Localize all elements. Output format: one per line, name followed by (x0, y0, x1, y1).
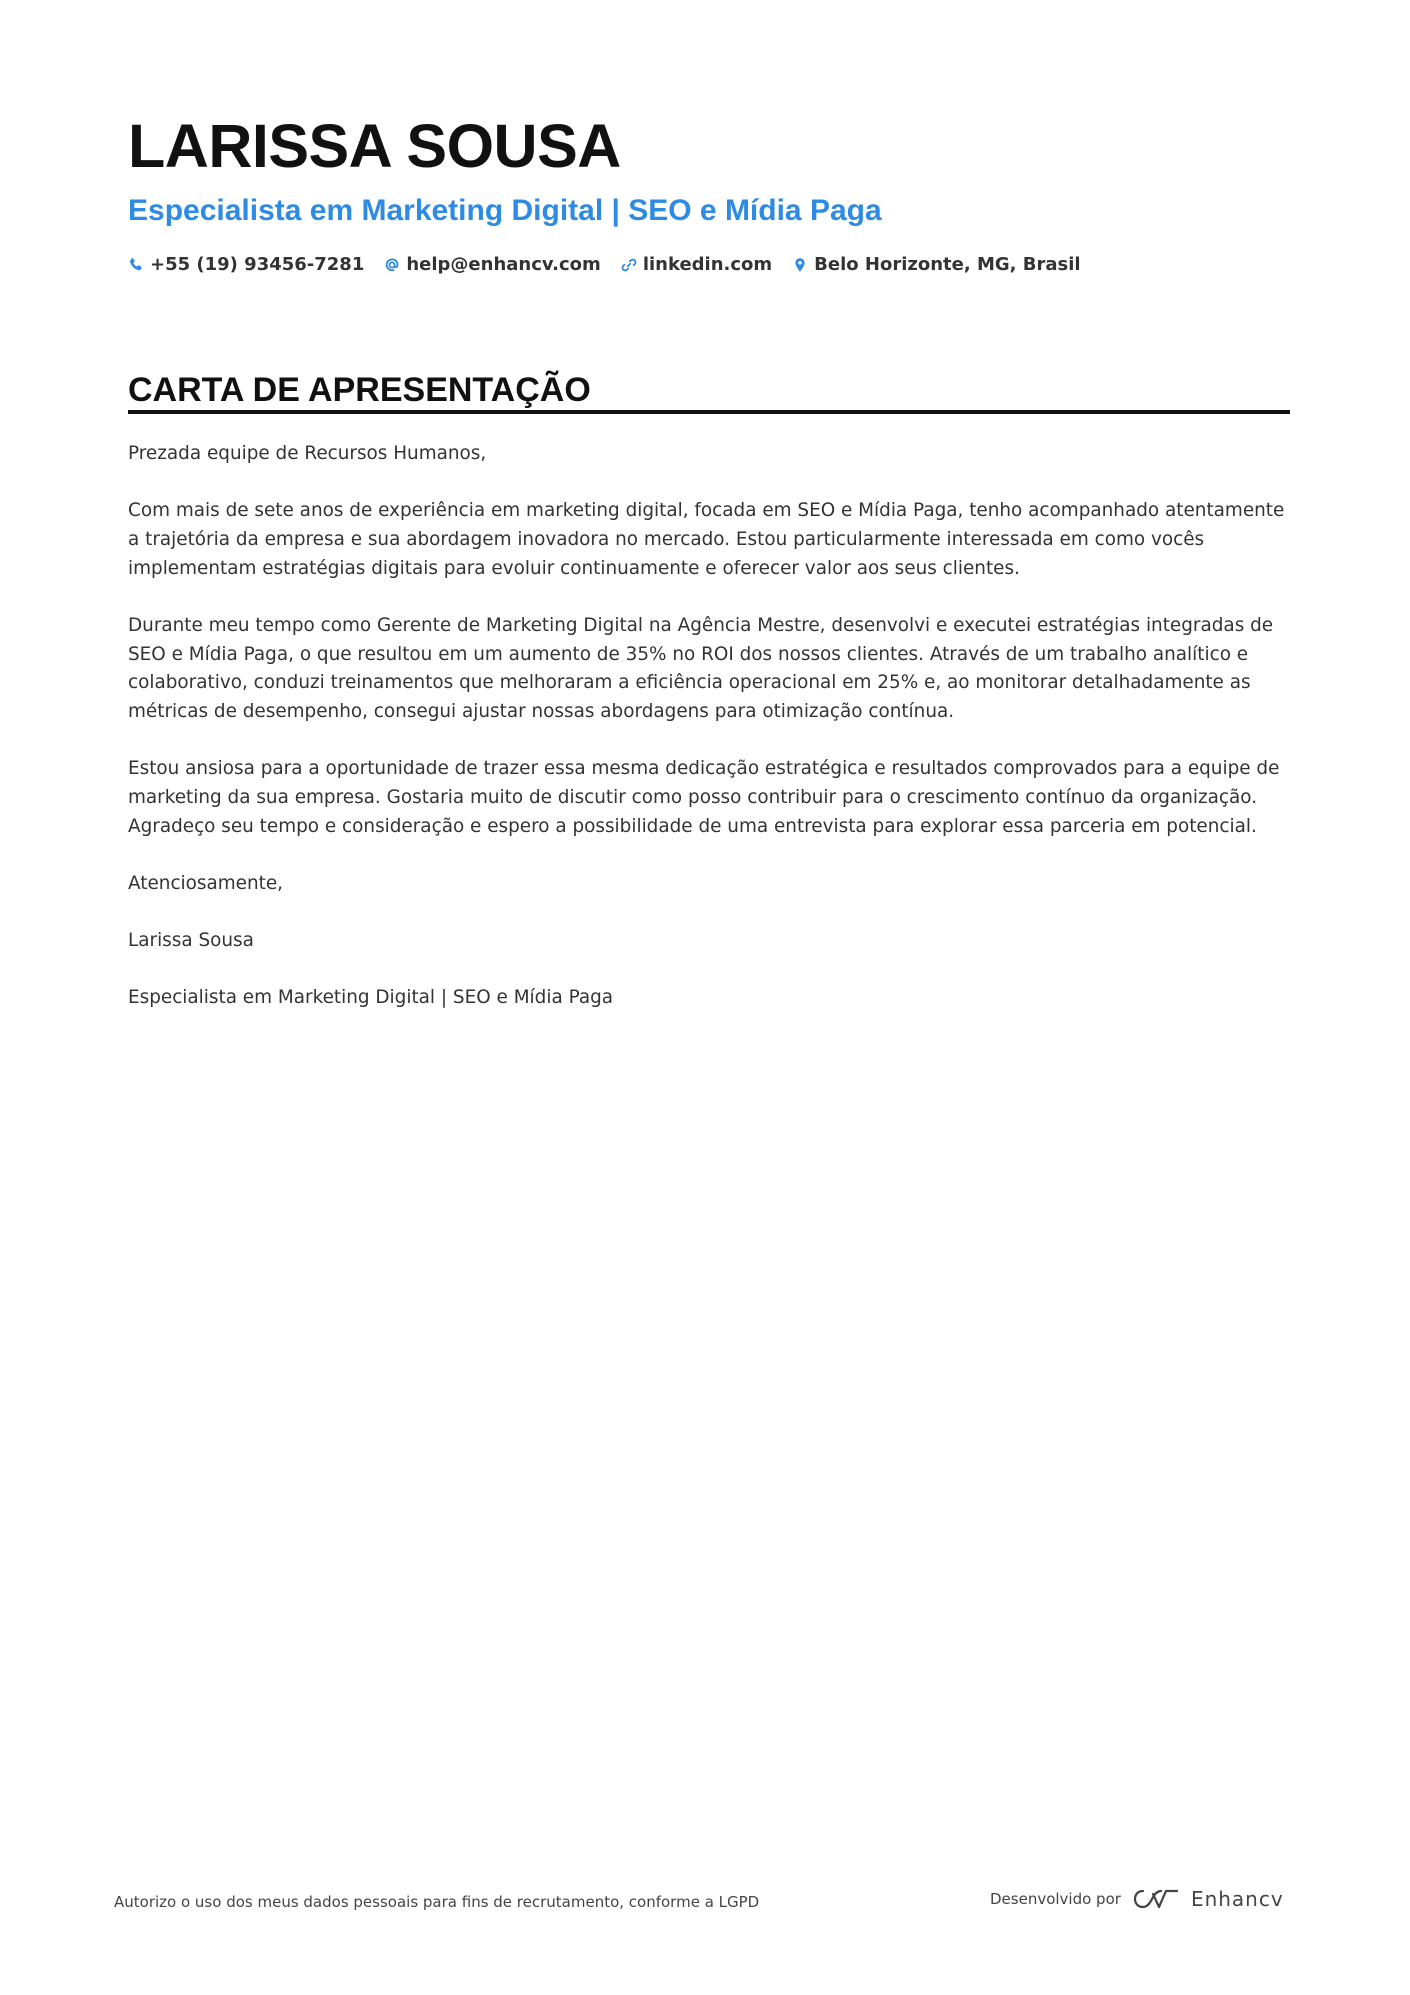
contact-email-text: help@enhancv.com (406, 254, 601, 275)
section-divider (128, 410, 1290, 414)
letter-body (128, 440, 1290, 1041)
brand-name: Enhancv (1190, 1887, 1284, 1911)
powered-by-label: Desenvolvido por (990, 1890, 1121, 1908)
letter-closing: Atenciosamente, (128, 872, 284, 894)
letter-paragraph-1: Com mais de sete anos de experiência em marketing digital, focada em SEO e Mídia Paga, tenho acompanhado atentamente a trajetória da empresa e sua abordagem inovadora no mercado. Estou particularmente interessada em como vocês implementam estratégias digitais para evoluir continuamente e oferecer valor aos seus clientes. (128, 500, 1285, 579)
contact-phone-text: +55 (19) 93456-7281 (150, 254, 365, 275)
candidate-title: Especialista em Marketing Digital | SEO e Mídia Paga (128, 194, 882, 227)
powered-by[interactable] (990, 1886, 1284, 1912)
lgpd-consent-note: Autorizo o uso dos meus dados pessoais para fins de recrutamento, conforme a LGPD (114, 1893, 760, 1911)
contact-email[interactable] (384, 254, 600, 275)
contact-location (792, 254, 1080, 275)
letter-greeting: Prezada equipe de Recursos Humanos, (128, 443, 487, 464)
contact-phone[interactable] (128, 254, 364, 275)
section-heading: CARTA DE APRESENTAÇÃO (128, 371, 591, 409)
location-pin-icon (792, 257, 808, 273)
contact-linkedin-text: linkedin.com (642, 254, 773, 275)
contact-location-text: Belo Horizonte, MG, Brasil (814, 254, 1081, 275)
letter-paragraph-3: Estou ansiosa para a oportunidade de trazer essa mesma dedicação estratégica e resultados comprovados para a equipe de marketing da sua empresa. Gostaria muito de discutir como posso contribuir para o crescimento contínuo da organização. Agradeço seu tempo e consideração e espero a possibilidade de uma entrevista para explorar essa parceria em potencial. (128, 758, 1280, 837)
signature-title: Especialista em Marketing Digital | SEO e Mídia Paga (128, 987, 614, 1009)
candidate-name: LARISSA SOUSA (128, 112, 621, 180)
enhancv-logo-icon (1133, 1886, 1179, 1912)
contact-bar (128, 254, 1101, 275)
at-icon (384, 257, 400, 273)
contact-linkedin[interactable] (621, 254, 772, 275)
link-icon (621, 257, 637, 273)
letter-paragraph-2: Durante meu tempo como Gerente de Marketing Digital na Agência Mestre, desenvolvi e executei estratégias integradas de SEO e Mídia Paga, o que resultou em um aumento de 35% no ROI dos nossos clientes. Através de um trabalho analítico e colaborativo, conduzi treinamentos que melhoraram a eficiência operacional em 25% e, ao monitorar detalhadamente as métricas de desempenho, consegui ajustar nossas abordagens para otimização contínua. (128, 614, 1274, 722)
phone-icon (128, 257, 144, 273)
signature-name: Larissa Sousa (128, 929, 254, 951)
